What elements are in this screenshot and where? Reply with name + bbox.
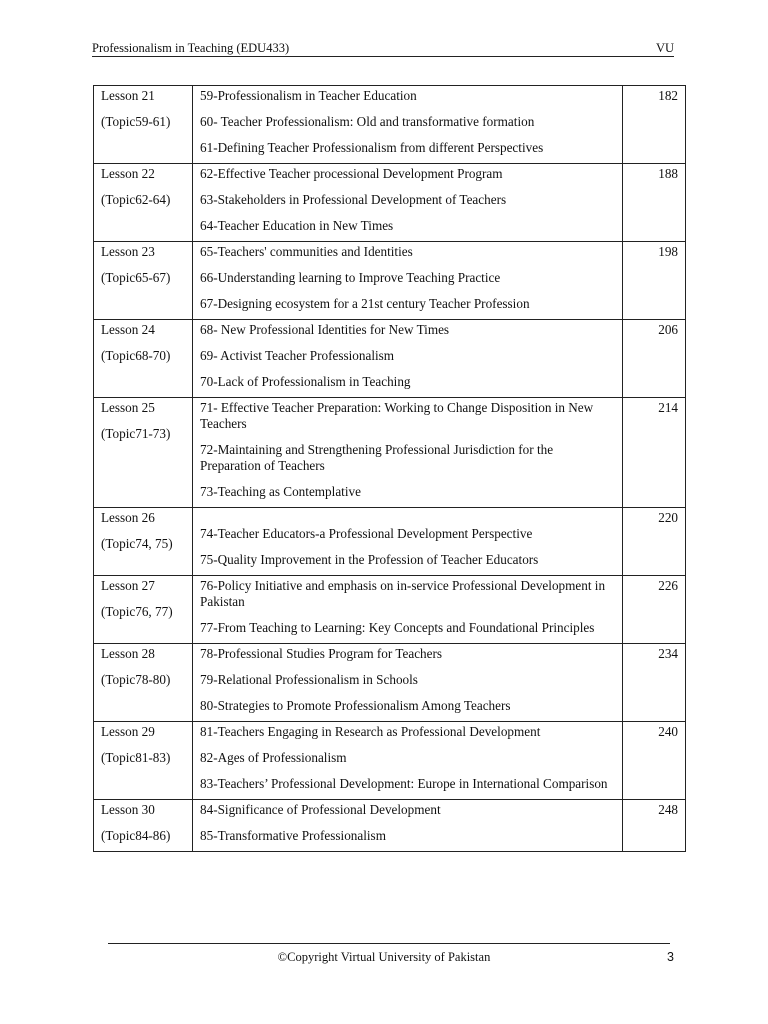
lesson-topic-range: (Topic84-86) — [101, 828, 171, 843]
lesson-topic-range: (Topic81-83) — [101, 750, 171, 765]
lesson-cell — [94, 800, 193, 852]
copyright-text: ©Copyright Virtual University of Pakistan — [277, 950, 491, 964]
table-row — [94, 320, 686, 398]
lesson-cell — [94, 320, 193, 398]
topics-cell — [193, 576, 623, 644]
toc-body — [94, 86, 686, 852]
page-number-cell: 240 — [623, 722, 686, 800]
table-row — [94, 508, 686, 576]
topics-cell — [193, 644, 623, 722]
table-row — [94, 800, 686, 852]
lesson-name: Lesson 23 — [101, 244, 155, 259]
topic-item: 78-Professional Studies Program for Teachers — [200, 646, 443, 661]
topic-item: 75-Quality Improvement in the Profession of Teacher Educators — [200, 552, 539, 567]
lesson-cell — [94, 164, 193, 242]
course-title: Professionalism in Teaching (EDU433) — [92, 41, 290, 55]
topics-cell — [193, 722, 623, 800]
footer-divider — [108, 943, 670, 944]
lesson-cell — [94, 576, 193, 644]
topic-item: 83-Teachers’ Professional Development: Europe in International Comparison — [200, 776, 608, 791]
lesson-topic-range: (Topic74, 75) — [101, 536, 173, 551]
page-header — [92, 40, 674, 57]
lesson-cell — [94, 86, 193, 164]
lesson-name: Lesson 24 — [101, 322, 155, 337]
page-number: 3 — [667, 950, 674, 964]
lesson-topic-range: (Topic76, 77) — [101, 604, 173, 619]
lesson-name: Lesson 27 — [101, 578, 155, 593]
topic-item: 84-Significance of Professional Development — [200, 802, 441, 817]
topic-item: 74-Teacher Educators-a Professional Development Perspective — [200, 526, 533, 541]
topic-item: 62-Effective Teacher processional Development Program — [200, 166, 503, 181]
table-row — [94, 644, 686, 722]
lesson-cell — [94, 644, 193, 722]
page-number-cell: 206 — [623, 320, 686, 398]
page-number-cell: 234 — [623, 644, 686, 722]
topics-cell — [193, 164, 623, 242]
institution-label: VU — [655, 41, 674, 55]
topic-item: 80-Strategies to Promote Professionalism Among Teachers — [200, 698, 511, 713]
page-number-cell: 248 — [623, 800, 686, 852]
topics-cell — [193, 242, 623, 320]
topics-cell — [193, 320, 623, 398]
topic-item: 77-From Teaching to Learning: Key Concepts and Foundational Principles — [200, 620, 595, 635]
topic-item: 73-Teaching as Contemplative — [200, 484, 361, 499]
topic-item: 81-Teachers Engaging in Research as Professional Development — [200, 724, 541, 739]
page-number-cell: 198 — [623, 242, 686, 320]
lesson-topic-range: (Topic65-67) — [101, 270, 171, 285]
lesson-name: Lesson 21 — [101, 88, 155, 103]
table-row — [94, 722, 686, 800]
topic-item: 66-Understanding learning to Improve Teaching Practice — [200, 270, 501, 285]
lesson-name: Lesson 26 — [101, 510, 155, 525]
topic-item: 71- Effective Teacher Preparation: Working to Change Disposition in New Teachers — [200, 400, 594, 431]
lesson-cell — [94, 398, 193, 508]
lesson-topic-range: (Topic71-73) — [101, 426, 171, 441]
table-row — [94, 86, 686, 164]
topic-item: 65-Teachers' communities and Identities — [200, 244, 413, 259]
lesson-topic-range: (Topic68-70) — [101, 348, 171, 363]
topic-item: 68- New Professional Identities for New Times — [200, 322, 450, 337]
page-number-cell: 220 — [623, 508, 686, 576]
lesson-name: Lesson 29 — [101, 724, 155, 739]
topic-item: 61-Defining Teacher Professionalism from different Perspectives — [200, 140, 544, 155]
table-of-contents — [93, 85, 686, 852]
topics-cell — [193, 800, 623, 852]
lesson-name: Lesson 25 — [101, 400, 155, 415]
lesson-name: Lesson 22 — [101, 166, 155, 181]
lesson-topic-range: (Topic59-61) — [101, 114, 171, 129]
lesson-topic-range: (Topic62-64) — [101, 192, 171, 207]
topic-item: 82-Ages of Professionalism — [200, 750, 347, 765]
topic-item: 59-Professionalism in Teacher Education — [200, 88, 417, 103]
lesson-topic-range: (Topic78-80) — [101, 672, 171, 687]
table-row — [94, 576, 686, 644]
topic-item: 72-Maintaining and Strengthening Professional Jurisdiction for the Preparation of Teachers — [200, 442, 554, 473]
topic-item: 70-Lack of Professionalism in Teaching — [200, 374, 411, 389]
lesson-name: Lesson 30 — [101, 802, 155, 817]
page-number-cell: 226 — [623, 576, 686, 644]
lesson-cell — [94, 722, 193, 800]
topic-item: 69- Activist Teacher Professionalism — [200, 348, 395, 363]
topics-cell — [193, 398, 623, 508]
topic-item: 76-Policy Initiative and emphasis on in-service Professional Development in Pakistan — [200, 578, 606, 609]
topic-item: 60- Teacher Professionalism: Old and transformative formation — [200, 114, 535, 129]
topic-item: 63-Stakeholders in Professional Development of Teachers — [200, 192, 507, 207]
lesson-cell — [94, 242, 193, 320]
topic-item: 85-Transformative Professionalism — [200, 828, 386, 843]
topics-cell — [193, 86, 623, 164]
table-row — [94, 164, 686, 242]
page-number-cell: 188 — [623, 164, 686, 242]
topic-item: 79-Relational Professionalism in Schools — [200, 672, 418, 687]
table-row — [94, 398, 686, 508]
topic-item: 64-Teacher Education in New Times — [200, 218, 394, 233]
lesson-name: Lesson 28 — [101, 646, 155, 661]
page-number-cell: 182 — [623, 86, 686, 164]
topics-cell — [193, 508, 623, 576]
table-row — [94, 242, 686, 320]
lesson-cell — [94, 508, 193, 576]
page-number-cell: 214 — [623, 398, 686, 508]
topic-item: 67-Designing ecosystem for a 21st century Teacher Profession — [200, 296, 530, 311]
